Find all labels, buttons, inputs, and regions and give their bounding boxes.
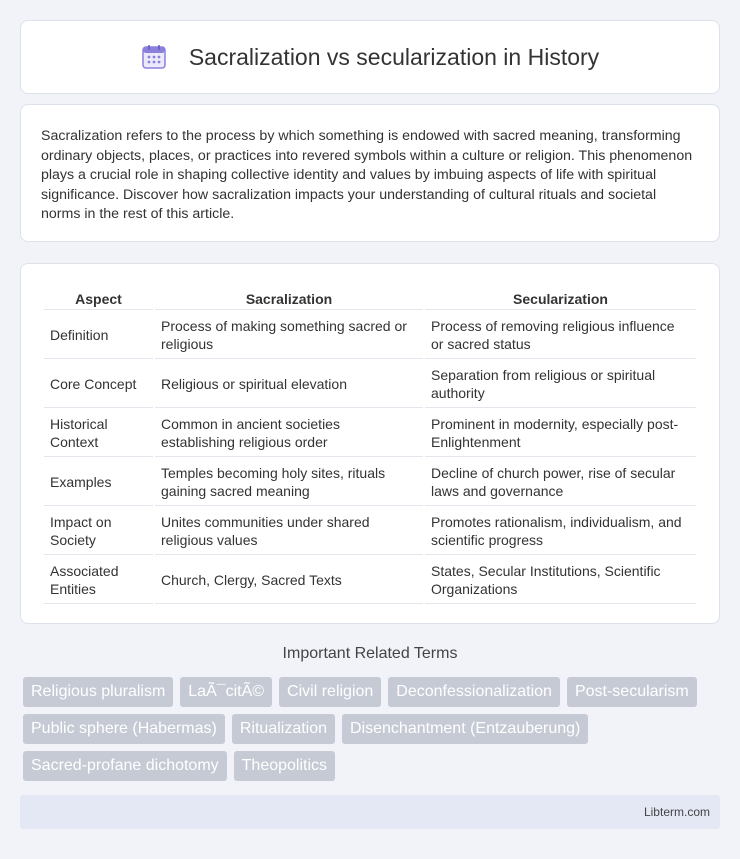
related-term-tag[interactable]: Civil religion — [279, 677, 381, 707]
footer — [20, 795, 720, 829]
sacralization-cell: Temples becoming holy sites, rituals gaining sacred meaning — [155, 459, 423, 506]
secularization-cell: Prominent in modernity, especially post-Enlightenment — [425, 410, 696, 457]
related-term-tag[interactable]: Disenchantment (Entzauberung) — [342, 714, 588, 744]
table-row — [44, 557, 696, 604]
page-title: Sacralization vs secularization in History — [188, 43, 600, 70]
secularization-cell: Decline of church power, rise of secular laws and governance — [425, 459, 696, 506]
related-term-tag[interactable]: Religious pluralism — [23, 677, 173, 707]
related-term-tag[interactable]: Public sphere (Habermas) — [23, 714, 225, 744]
table-row — [44, 410, 696, 457]
calendar-icon — [141, 44, 167, 70]
aspect-cell: Historical Context — [44, 410, 153, 457]
secularization-cell: Promotes rationalism, individualism, and scientific progress — [425, 508, 696, 555]
header-sacralization: Sacralization — [155, 282, 423, 310]
table-row — [44, 312, 696, 359]
sacralization-cell: Religious or spiritual elevation — [155, 361, 423, 408]
related-term-tag[interactable]: Post-secularism — [567, 677, 697, 707]
sacralization-cell: Church, Clergy, Sacred Texts — [155, 557, 423, 604]
related-term-tag[interactable]: Ritualization — [232, 714, 335, 744]
related-term-tag[interactable]: LaÃ¯citÃ© — [180, 677, 272, 707]
header-aspect: Aspect — [44, 282, 153, 310]
aspect-cell: Associated Entities — [44, 557, 153, 604]
table-header-row — [44, 282, 696, 310]
sacralization-cell: Unites communities under shared religious values — [155, 508, 423, 555]
secularization-cell: Separation from religious or spiritual authority — [425, 361, 696, 408]
secularization-cell: Process of removing religious influence or sacred status — [425, 312, 696, 359]
header-card — [20, 20, 720, 94]
table-row — [44, 361, 696, 408]
related-term-tag[interactable]: Deconfessionalization — [388, 677, 560, 707]
comparison-table — [42, 280, 698, 606]
aspect-cell: Impact on Society — [44, 508, 153, 555]
sacralization-cell: Process of making something sacred or religious — [155, 312, 423, 359]
comparison-card — [20, 263, 720, 624]
aspect-cell: Definition — [44, 312, 153, 359]
header-secularization: Secularization — [425, 282, 696, 310]
related-term-tag[interactable]: Sacred-profane dichotomy — [23, 751, 227, 781]
intro-card — [20, 104, 720, 242]
table-row — [44, 508, 696, 555]
related-term-tag[interactable]: Theopolitics — [234, 751, 335, 781]
related-terms-list — [23, 677, 723, 781]
secularization-cell: States, Secular Institutions, Scientific Organizations — [425, 557, 696, 604]
aspect-cell: Examples — [44, 459, 153, 506]
sacralization-cell: Common in ancient societies establishing religious order — [155, 410, 423, 457]
footer-brand-link[interactable]: Libterm.com — [643, 805, 710, 819]
intro-paragraph: Sacralization refers to the process by which something is endowed with sacred meaning, transforming ordinary objects, places, or practices into revered symbols within a culture or religion. This phenomenon plays a crucial role in shaping collective identity and values by imbuing aspects of life with spiritual significance. Discover how sacralization impacts your understanding of cultural rituals and societal norms in the rest of this article. — [41, 128, 693, 223]
table-row — [44, 459, 696, 506]
aspect-cell: Core Concept — [44, 361, 153, 408]
related-terms-title: Important Related Terms — [282, 645, 458, 662]
